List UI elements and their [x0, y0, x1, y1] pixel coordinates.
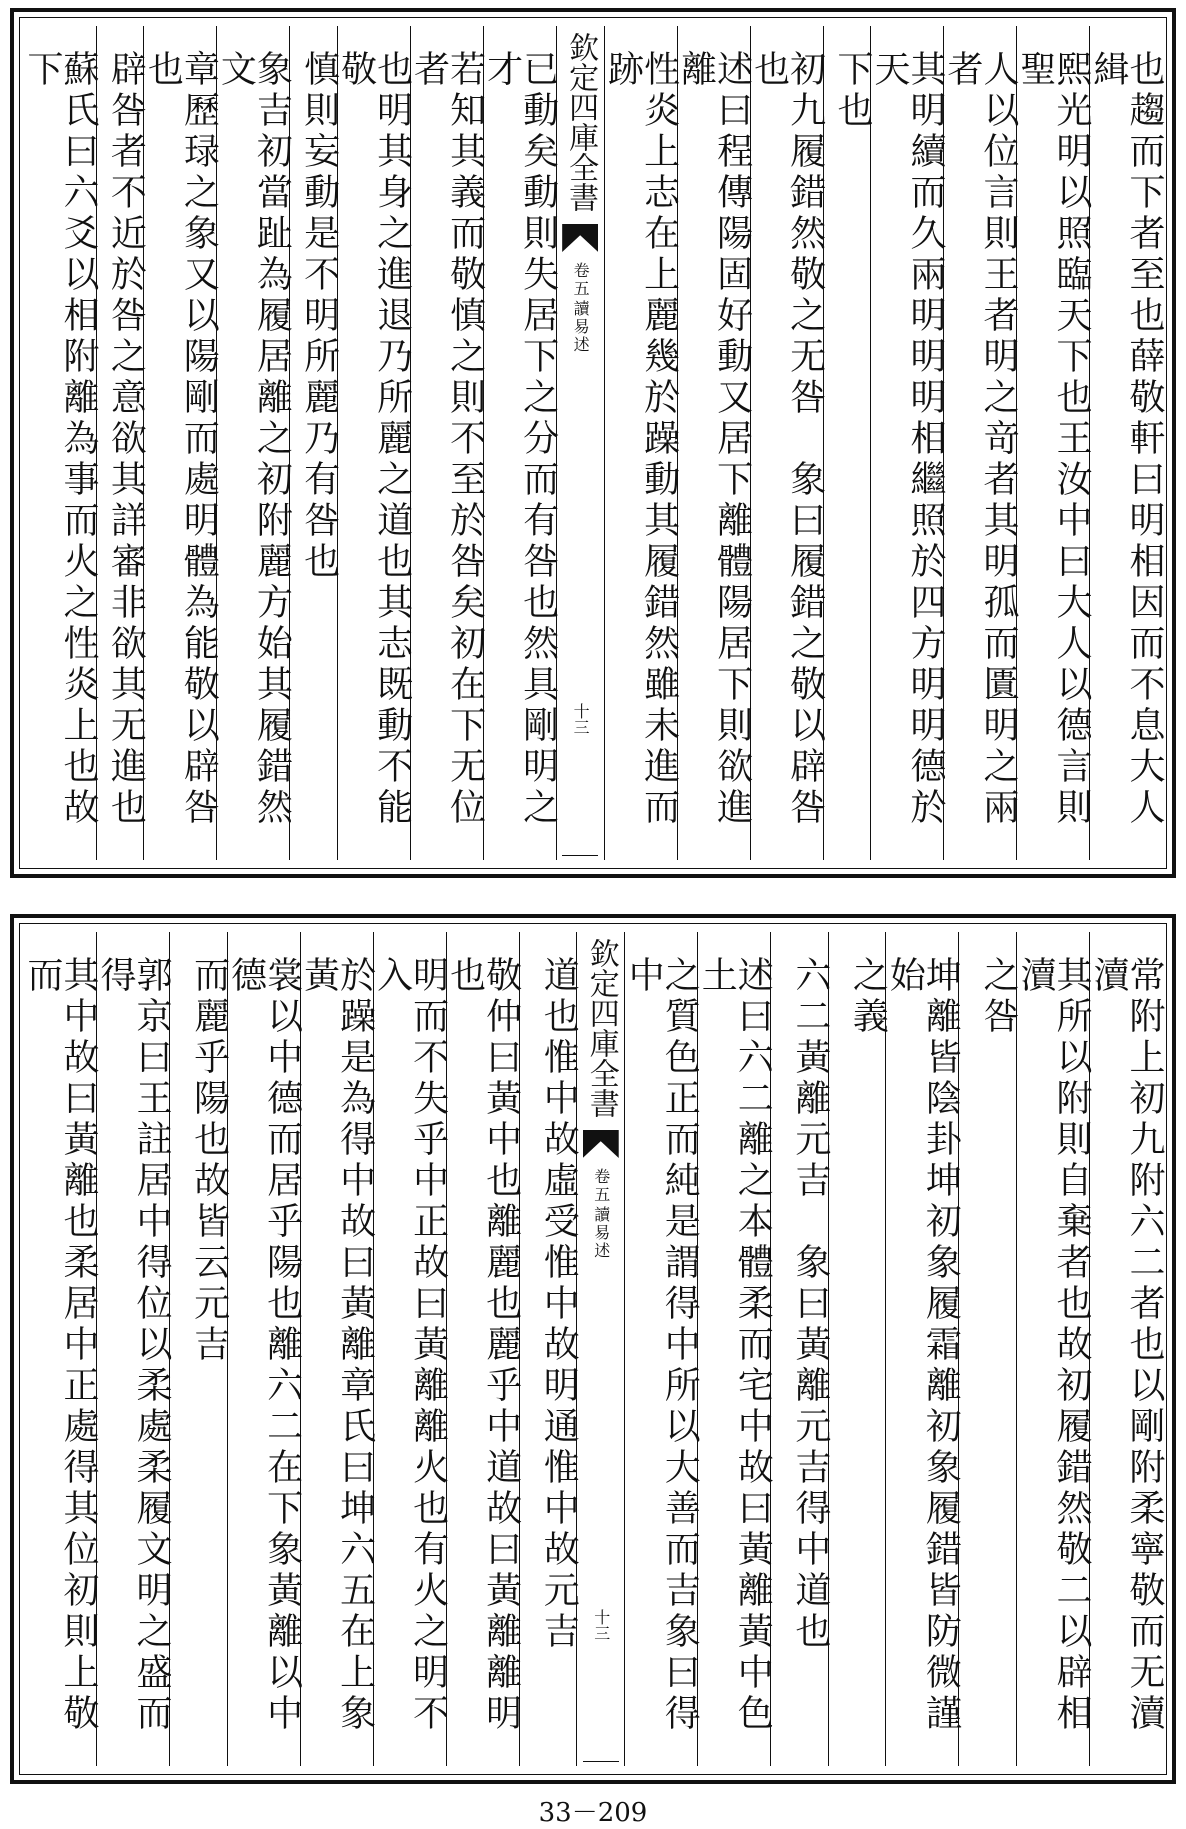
- work-title: 讀易述: [571, 300, 591, 354]
- text-column: 蘇氏曰六爻以相附離為事而火之性炎上也故下: [22, 50, 100, 829]
- upper-columns: [22, 26, 1165, 860]
- page-number: 十三: [591, 1609, 611, 1641]
- text-column: 裳以中德而居乎陽也離六二在下象黃離以中德: [227, 932, 300, 1766]
- text-column: 其所以附則自棄者也故初履錯然敬二以辟相瀆: [1016, 932, 1089, 1766]
- center-fold: [576, 932, 624, 1766]
- text-column: 坤離皆陰卦坤初象履霜離初象履錯皆防微謹始: [885, 932, 958, 1766]
- text-column: 述曰程傳陽固好動又居下離體陽居下則欲進離: [677, 26, 750, 860]
- text-column: 若知其義而敬慎之則不至於咎矣初在下无位者: [410, 26, 483, 860]
- text-column: 於躁是為得中故曰黃離章氏曰坤六五在上象黃: [300, 932, 373, 1766]
- text-column: 之義: [828, 932, 886, 1766]
- text-column: 明而不失乎中正故曰黃離離火也有火之明不入: [373, 932, 446, 1766]
- text-column: 也明其身之進退乃所麗之道也其志既動不能敬: [337, 26, 410, 860]
- text-column: 辟咎者不近於咎之意欲其詳審非欲其无進也: [96, 26, 143, 860]
- text-column: 敬仲曰黃中也離麗也麗乎中道故曰黃離離明也: [446, 932, 519, 1766]
- text-column: 已動矣動則失居下之分而有咎也然具剛明之才: [483, 26, 556, 860]
- text-column: 常附上初九附六二者也以剛附柔寧敬而无瀆瀆: [1089, 932, 1162, 1766]
- text-column: 象吉初當趾為履居離之初附麗方始其履錯然文: [216, 26, 289, 860]
- volume-label: 卷五: [591, 1168, 611, 1204]
- text-column: 其中故曰黃離也柔居中正處得其位初則上敬而: [22, 956, 100, 1735]
- work-title: 讀易述: [591, 1206, 611, 1260]
- text-column: 其明續而久兩明明明相繼照於四方明明德於天: [870, 26, 943, 860]
- text-column: 章歷琭之象又以陽剛而處明體為能敬以辟咎也: [143, 26, 216, 860]
- fishtail-mark: [562, 224, 598, 252]
- fishtail-mark: [583, 1130, 619, 1158]
- text-column: 而麗乎陽也故皆云元吉: [169, 932, 227, 1766]
- text-column: 性炎上志在上麗幾於躁動其履錯然雖未進而跡: [604, 26, 677, 860]
- lower-page: [10, 914, 1176, 1784]
- text-column: 熙光明以照臨天下也王汝中曰大人以德言則聖: [1016, 26, 1089, 860]
- text-column: 人以位言則王者明之竒者其明孤而匱明之兩者: [943, 26, 1016, 860]
- volume-info: [593, 1168, 609, 1260]
- text-column: 之咎: [958, 932, 1016, 1766]
- page-number: 十三: [571, 703, 591, 735]
- text-column: 六二黃離元吉 象曰黃離元吉得中道也: [770, 932, 828, 1766]
- lower-columns: [22, 932, 1165, 1766]
- footer-page-number: 33－209: [538, 1798, 648, 1828]
- upper-page: [10, 8, 1176, 878]
- center-fold: [556, 26, 604, 860]
- book-title: 欽定四庫全書: [583, 938, 619, 1118]
- text-column: 下也: [823, 26, 870, 860]
- volume-info: [571, 262, 591, 354]
- text-column: 也趨而下者至也薛敬軒曰明相因而不息大人緝: [1089, 26, 1162, 860]
- text-column: 初九履錯然敬之无咎 象曰履錯之敬以辟咎也: [750, 26, 823, 860]
- center-rule: [562, 855, 598, 856]
- text-column: 慎則妄動是不明所麗乃有咎也: [289, 26, 336, 860]
- text-column: 之質色正而純是謂得中所以大善而吉象曰得中: [624, 932, 697, 1766]
- volume-label: 卷五: [571, 262, 591, 298]
- text-column: 述曰六二離之本體柔而宅中故曰黃離黃中色土: [697, 932, 770, 1766]
- book-title: 欽定四庫全書: [563, 32, 599, 212]
- center-rule: [583, 1761, 619, 1762]
- text-column: 道也惟中故虛受惟中故明通惟中故元吉: [519, 932, 577, 1766]
- text-column: 郭京曰王註居中得位以柔處柔履文明之盛而得: [96, 932, 169, 1766]
